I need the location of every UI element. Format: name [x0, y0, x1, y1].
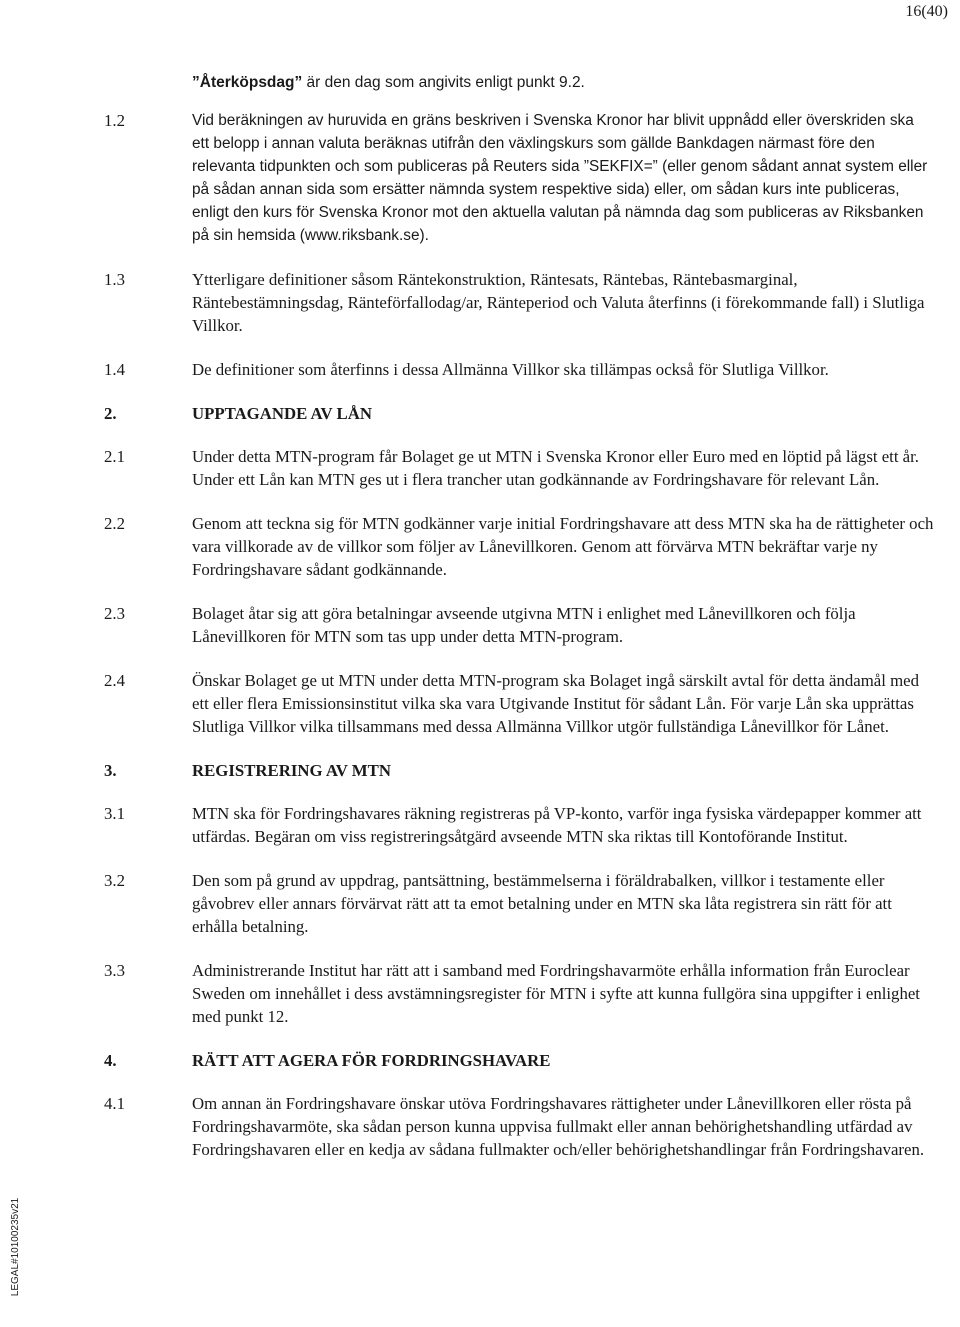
section-number: 3. [104, 761, 117, 780]
clause-text: MTN ska för Fordringshavares räkning registreras på VP-konto, varför inga fysiska värdepapper kommer att utfärdas. Begäran om viss registreringsåtgärd avseende MTN ska riktas till Kontoförande Institut. [192, 804, 922, 846]
clause-number: 3.1 [104, 804, 125, 823]
clause-number: 2.1 [104, 447, 125, 466]
section-heading-3 [104, 759, 934, 782]
clause-text: Genom att teckna sig för MTN godkänner varje initial Fordringshavare att dess MTN ska ha de rättigheter och vara villkorade av de villkor som följer av Lånevillkoren. Genom att förvärva MTN bekräftar varje ny Fordringshavare sådant godkännande. [192, 514, 934, 579]
clause-1-3 [104, 268, 934, 337]
document-body [104, 70, 934, 1182]
clause-text: Under detta MTN-program får Bolaget ge ut MTN i Svenska Kronor eller Euro med en löptid på lägst ett år. Under ett Lån kan MTN ges ut i flera trancher utan godkännande av Fordringshavare för relevant Lån. [192, 447, 919, 489]
clause-4-1 [104, 1092, 934, 1161]
section-heading-4 [104, 1049, 934, 1072]
clause-2-4 [104, 669, 934, 738]
page-number: 16(40) [905, 3, 948, 20]
clause-3-1 [104, 802, 934, 848]
section-title: REGISTRERING AV MTN [192, 761, 391, 780]
definition-text: är den dag som angivits enligt punkt 9.2. [302, 74, 585, 91]
clause-3-3 [104, 959, 934, 1028]
section-number: 2. [104, 404, 117, 423]
clause-number: 1.2 [104, 111, 125, 130]
clause-number: 3.3 [104, 961, 125, 980]
clause-number: 3.2 [104, 871, 125, 890]
definition-line [192, 70, 934, 94]
clause-text: Vid beräkningen av huruvida en gräns beskriven i Svenska Kronor har blivit uppnådd eller överskriden ska ett belopp i annan valuta beräknas utifrån den växlingskurs som gällde Bankdagen närmast före den relevanta tidpunkten och som publiceras på Reuters sida ”SEKFIX=” (eller genom sådant annat system eller på sådan annan sida som ersätter nämnda system respektive sida) eller, om sådan kurs inte publiceras, enligt den kurs för Svenska Kronor mot den aktuella valutan på nämnda dag som publiceras av Riksbanken på sin hemsida (www.riksbank.se). [192, 112, 928, 244]
clause-3-2 [104, 869, 934, 938]
clause-number: 2.4 [104, 671, 125, 690]
section-title: RÄTT ATT AGERA FÖR FORDRINGSHAVARE [192, 1051, 551, 1070]
clause-text: Bolaget åtar sig att göra betalningar avseende utgivna MTN i enlighet med Lånevillkoren och följa Lånevillkoren för MTN som tas upp under detta MTN-program. [192, 604, 856, 646]
clause-text: Ytterligare definitioner såsom Räntekonstruktion, Räntesats, Räntebas, Räntebasmarginal, Räntebestämningsdag, Ränteförfallodag/ar, Ränteperiod och Valuta återfinns (i förekommande fall) i Slutliga Villkor. [192, 270, 925, 335]
clause-text: Administrerande Institut har rätt att i samband med Fordringshavarmöte erhålla information från Euroclear Sweden om innehållet i dess avstämningsregister för MTN i syfte att kunna fullgöra sina uppgifter i enlighet med punkt 12. [192, 961, 920, 1026]
clause-2-3 [104, 602, 934, 648]
section-heading-2 [104, 402, 934, 425]
section-title: UPPTAGANDE AV LÅN [192, 404, 372, 423]
clause-text: Den som på grund av uppdrag, pantsättning, bestämmelserna i föräldrabalken, villkor i testamente eller gåvobrev eller annars förvärvat rätt att ta emot betalning under en MTN ska låta registrera sin rätt för att erhålla betalning. [192, 871, 892, 936]
clause-text: Önskar Bolaget ge ut MTN under detta MTN-program ska Bolaget ingå särskilt avtal för detta ändamål med ett eller flera Emissionsinstitut vilka ska vara Utgivande Institut för sådant Lån. För varje Lån ska upprättas Slutliga Villkor vilka tillsammans med dessa Allmänna Villkor utgör fullständiga Lånevillkor för Lånet. [192, 671, 919, 736]
clause-number: 1.4 [104, 360, 125, 379]
clause-1-2 [104, 109, 934, 247]
clause-number: 2.3 [104, 604, 125, 623]
clause-2-1 [104, 445, 934, 491]
document-reference-label: LEGAL#10100235v21 [10, 1197, 21, 1297]
section-number: 4. [104, 1051, 117, 1070]
clause-number: 2.2 [104, 514, 125, 533]
clause-2-2 [104, 512, 934, 581]
clause-number: 1.3 [104, 270, 125, 289]
clause-number: 4.1 [104, 1094, 125, 1113]
clause-text: Om annan än Fordringshavare önskar utöva Fordringshavares rättigheter under Lånevillkoren eller rösta på Fordringshavarmöte, ska sådan person kunna uppvisa fullmakt eller annan behörighetshandling utfärdad av Fordringshavaren eller en kedja av sådana fullmakter och/eller behörighetshandlingar från Fordringshavaren. [192, 1094, 925, 1159]
clause-text: De definitioner som återfinns i dessa Allmänna Villkor ska tillämpas också för Slutliga Villkor. [192, 360, 829, 379]
clause-1-4 [104, 358, 934, 381]
defined-term: ”Återköpsdag” [192, 74, 303, 91]
